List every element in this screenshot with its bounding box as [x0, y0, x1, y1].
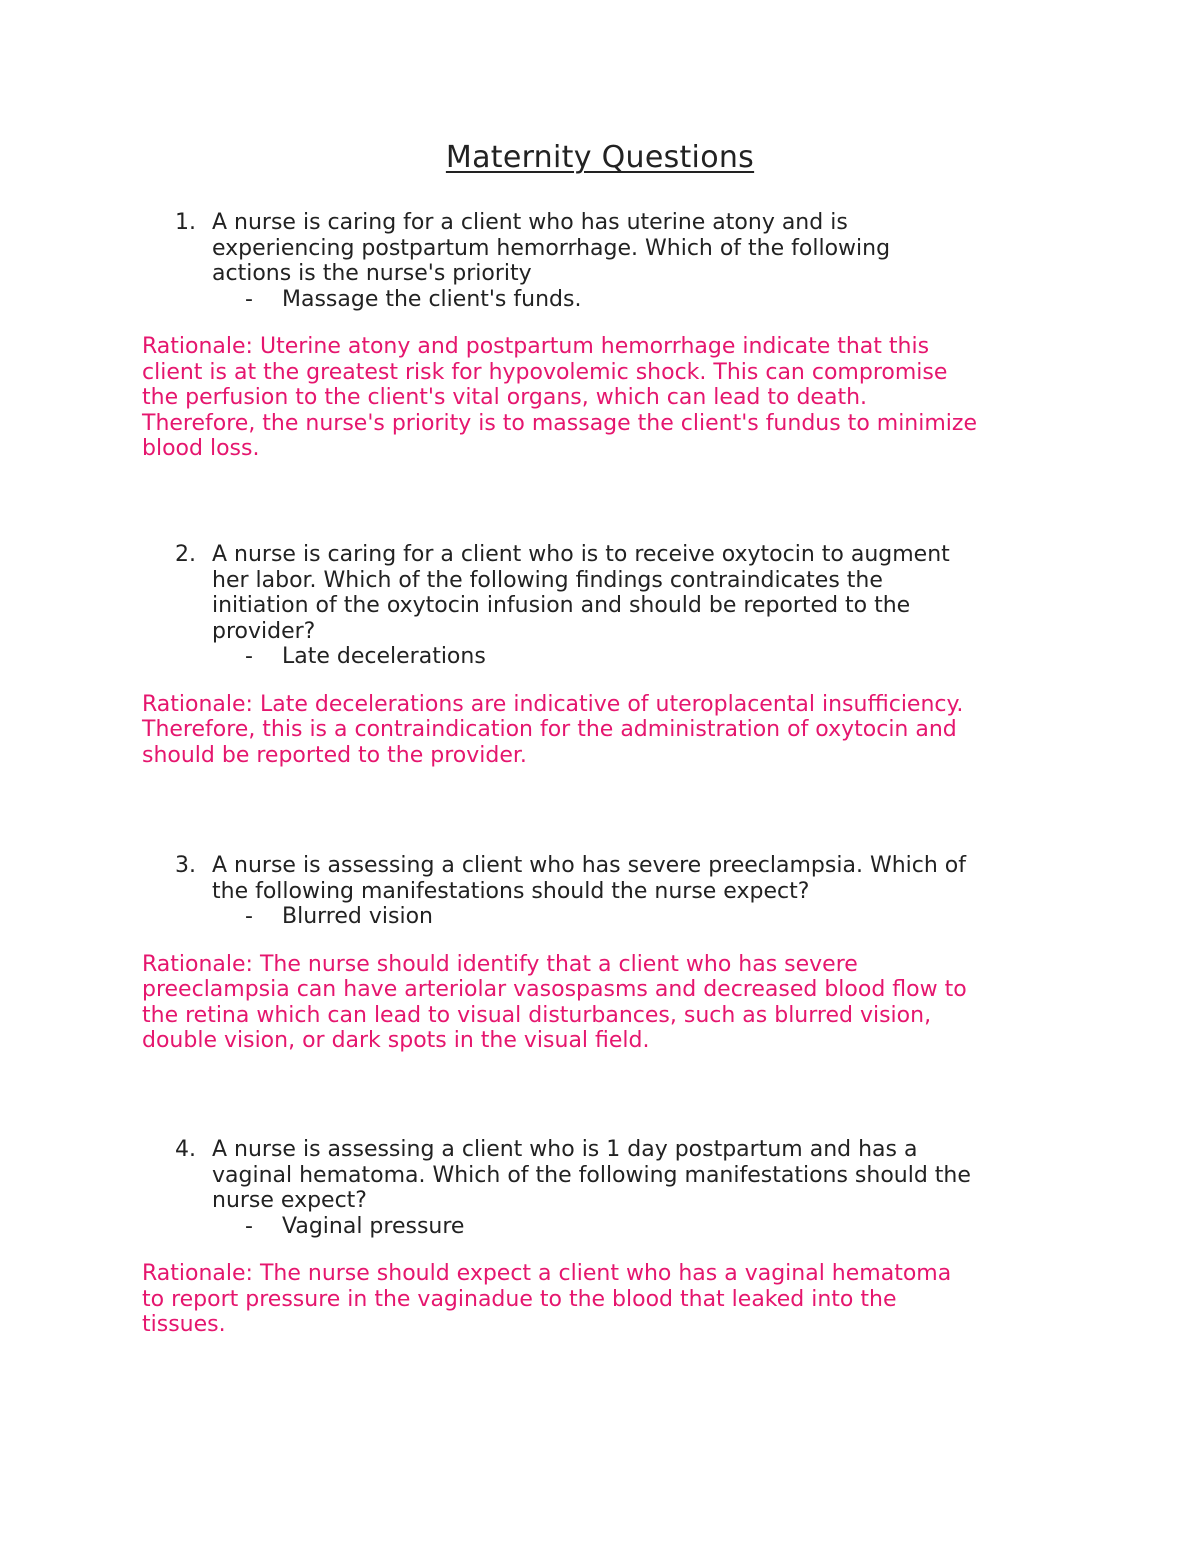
rationale	[142, 952, 1082, 1054]
answer-dash: -	[245, 1213, 253, 1239]
question-line: A nurse is caring for a client who has uterine atony and is	[212, 210, 848, 235]
question-number: 1.	[175, 210, 196, 235]
question-line: provider?	[212, 618, 316, 644]
answer-dash: -	[245, 904, 253, 929]
rationale-line: should be reported to the provider.	[142, 742, 527, 768]
answer-text: Vaginal pressure	[282, 1213, 465, 1239]
rationale-line: double vision, or dark spots in the visual field.	[142, 1028, 650, 1053]
rationale-line: Rationale: The nurse should identify that a client who has severe	[142, 951, 858, 977]
page-title: Maternity Questions	[445, 140, 755, 175]
rationale-line: the retina which can lead to visual disturbances, such as blurred vision,	[142, 1002, 932, 1028]
question-line: experiencing postpartum hemorrhage. Which of the following	[212, 235, 891, 261]
question-number: 2.	[175, 542, 196, 567]
question-line: nurse expect?	[212, 1188, 367, 1213]
rationale-line: Therefore, this is a contraindication for the administration of oxytocin and	[142, 717, 957, 742]
question-line: A nurse is assessing a client who is 1 day postpartum and has a	[212, 1137, 918, 1162]
question-4	[142, 1137, 1082, 1338]
rationale-line: Rationale: The nurse should expect a client who has a vaginal hematoma	[142, 1261, 952, 1286]
rationale-line: client is at the greatest risk for hypovolemic shock. This can compromise	[142, 359, 948, 385]
question-line: A nurse is caring for a client who is to receive oxytocin to augment	[212, 542, 950, 567]
answer-text: Blurred vision	[282, 904, 433, 929]
question-text	[142, 1137, 1082, 1214]
rationale-line: Rationale: Uterine atony and postpartum hemorrhage indicate that this	[142, 334, 930, 359]
question-1	[142, 210, 1082, 462]
answer-text: Late decelerations	[282, 644, 486, 669]
rationale-line: the perfusion to the client's vital organs, which can lead to death.	[142, 385, 868, 410]
answer-dash: -	[245, 644, 253, 669]
answer	[142, 287, 1082, 313]
question-line: the following manifestations should the nurse expect?	[212, 878, 810, 904]
question-text	[142, 210, 1082, 287]
answer-text: Massage the client's funds.	[282, 286, 582, 312]
rationale	[142, 1261, 1082, 1338]
question-number: 3.	[175, 853, 196, 878]
question-line: actions is the nurse's priority	[212, 261, 532, 286]
question-text	[142, 542, 1082, 644]
question-3	[142, 853, 1082, 1054]
question-text	[142, 853, 1082, 904]
question-number: 4.	[175, 1137, 196, 1162]
question-2	[142, 542, 1082, 768]
answer	[142, 904, 1082, 930]
question-line: initiation of the oxytocin infusion and should be reported to the	[212, 593, 911, 618]
answer-dash: -	[245, 286, 253, 312]
rationale-line: preeclampsia can have arteriolar vasospasms and decreased blood flow to	[142, 977, 967, 1002]
question-line: her labor. Which of the following findings contraindicates the	[212, 567, 883, 593]
rationale-line: Therefore, the nurse's priority is to massage the client's fundus to minimize	[142, 410, 977, 436]
answer	[142, 1214, 1082, 1240]
rationale-line: tissues.	[142, 1312, 226, 1337]
rationale	[142, 692, 1082, 769]
question-line: A nurse is assessing a client who has severe preeclampsia. Which of	[212, 853, 966, 878]
rationale-line: Rationale: Late decelerations are indicative of uteroplacental insufficiency.	[142, 691, 964, 717]
question-line: vaginal hematoma. Which of the following manifestations should the	[212, 1162, 971, 1188]
rationale-line: to report pressure in the vaginadue to the blood that leaked into the	[142, 1286, 897, 1312]
rationale-line: blood loss.	[142, 436, 260, 461]
answer	[142, 644, 1082, 670]
rationale	[142, 334, 1082, 462]
